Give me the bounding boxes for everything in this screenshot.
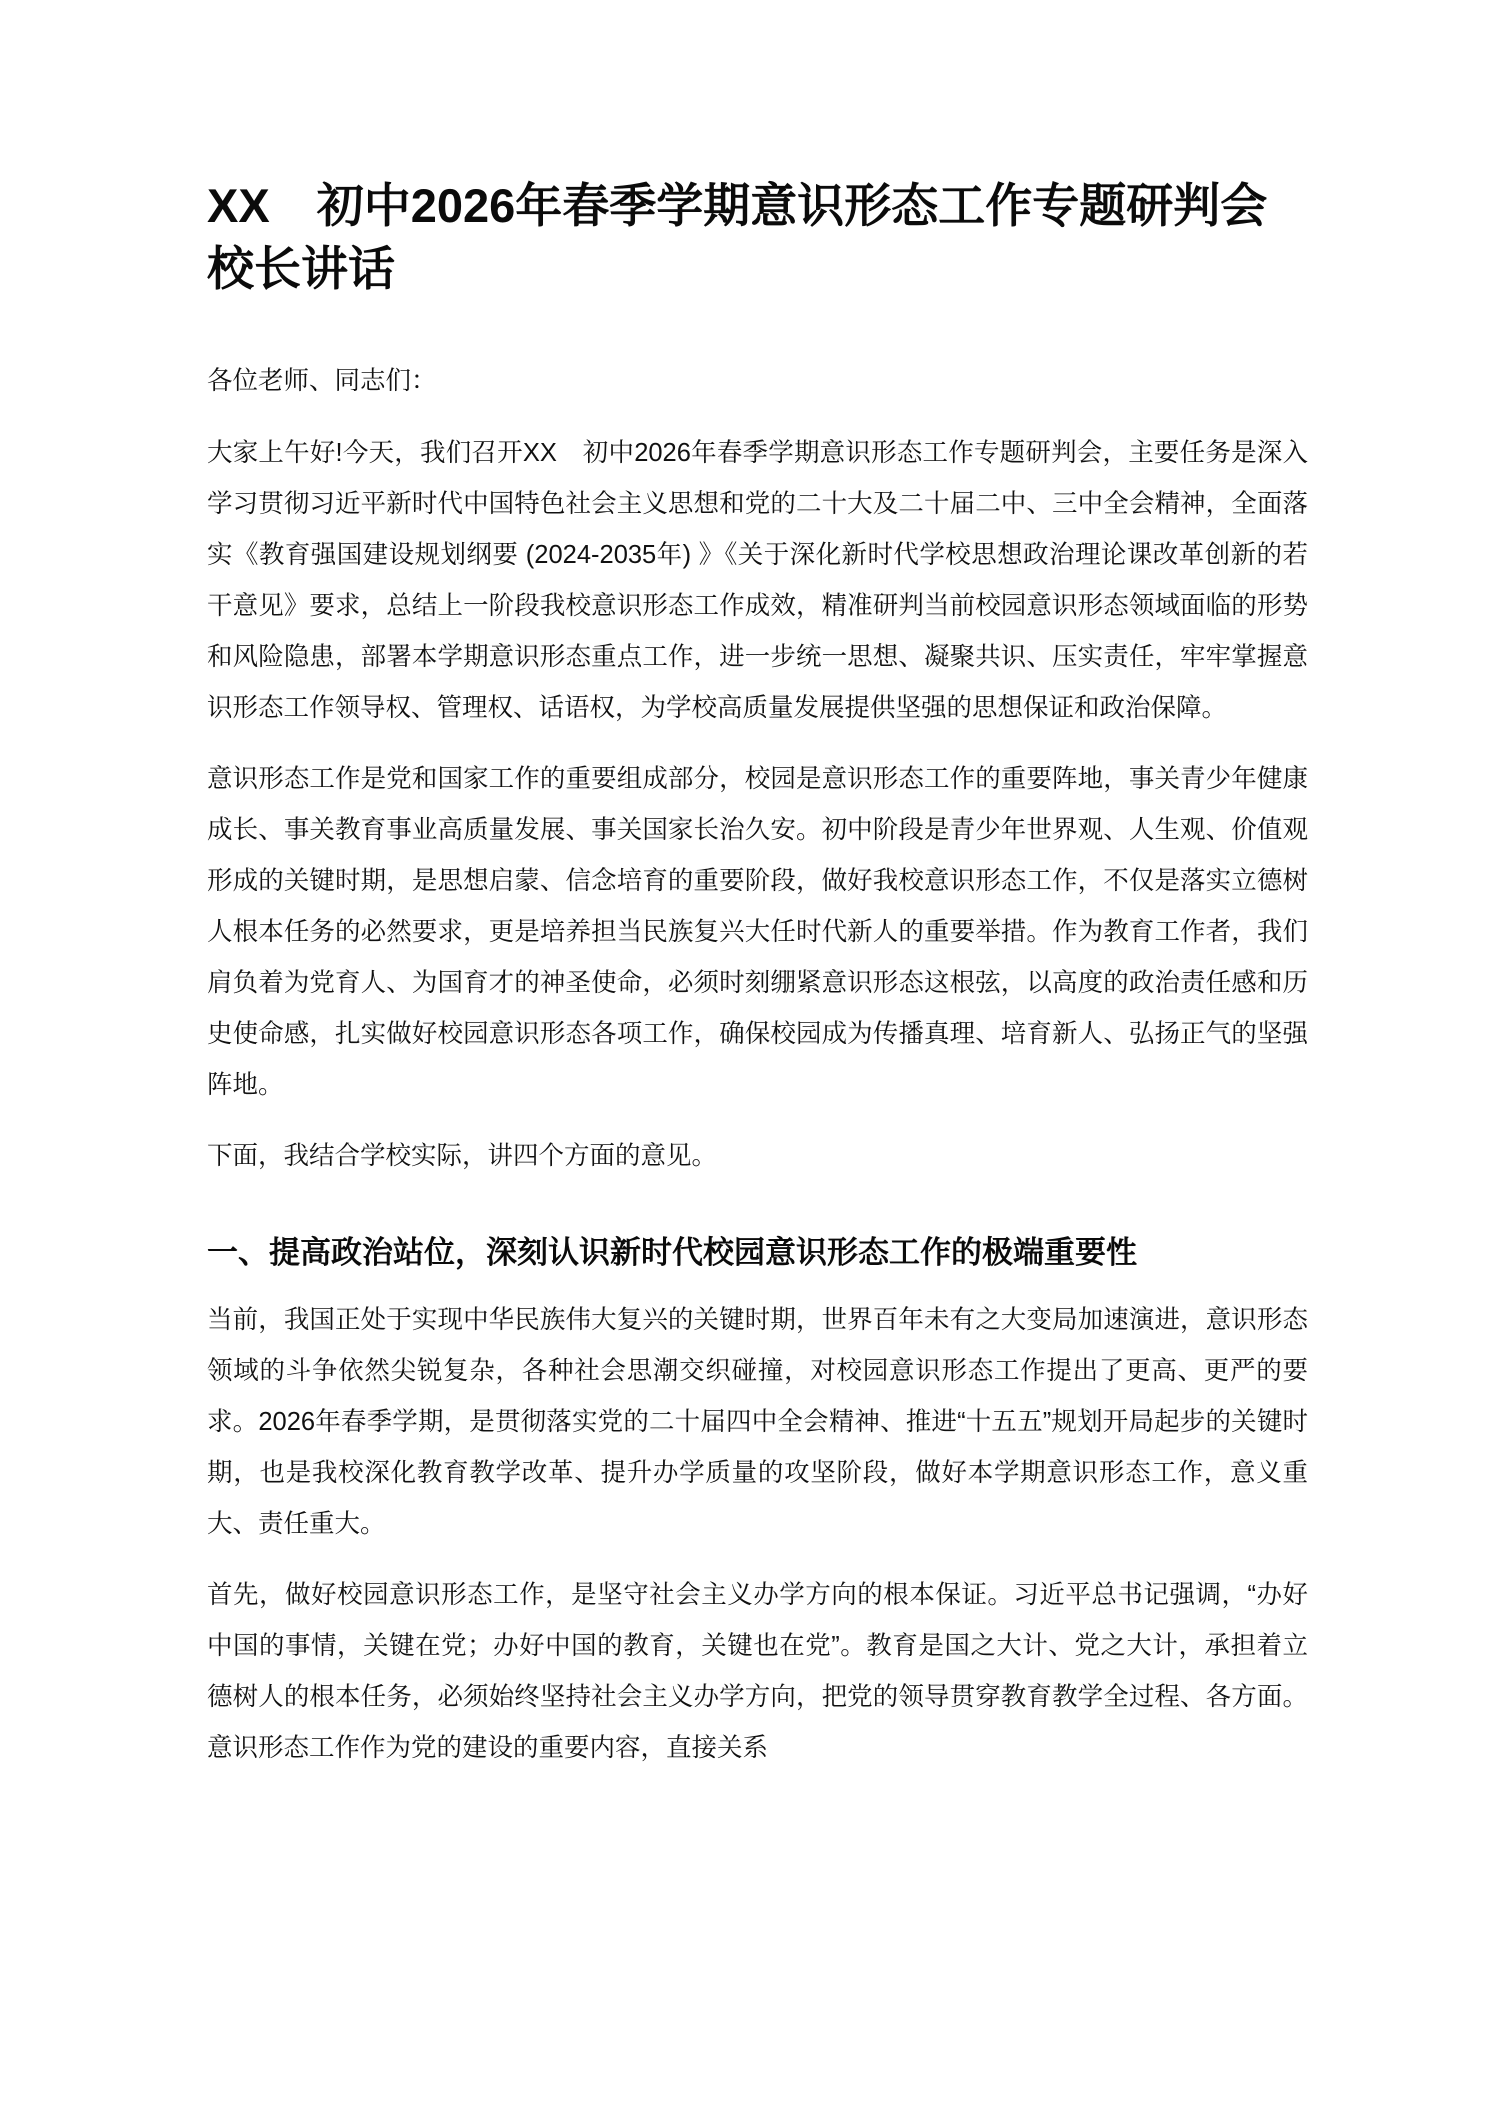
intro-paragraph-2: 意识形态工作是党和国家工作的重要组成部分，校园是意识形态工作的重要阵地，事关青少年健康成长、事关教育事业高质量发展、事关国家长治久安。初中阶段是青少年世界观、人生观、价值观形成的关键时期，是思想启蒙、信念培育的重要阶段，做好我校意识形态工作，不仅是落实立德树人根本任务的必然要求，更是培养担当民族复兴大任时代新人的重要举措。作为教育工作者，我们肩负着为党育人、为国育才的神圣使命，必须时刻绷紧意识形态这根弦，以高度的政治责任感和历史使命感，扎实做好校园意识形态各项工作，确保校园成为传播真理、培育新人、弘扬正气的坚强阵地。 xyxy=(207,764,1308,1099)
intro-paragraph-1: 大家上午好!今天，我们召开XX 初中2026年春季学期意识形态工作专题研判会，主要任务是深入学习贯彻习近平新时代中国特色社会主义思想和党的二十大及二十届二中、三中全会精神，全面落实《教育强国建设规划纲要 (2024-2035年) 》《关于深化新时代学校思想政治理论课改革创新的若干意见》要求，总结上一阶段我校意识形态工作成效，精准研判当前校园意识形态领域面临的形势和风险隐患，部署本学期意识形态重点工作，进一步统一思想、凝聚共识、压实责任，牢牢掌握意识形态工作领导权、管理权、话语权，为学校高质量发展提供坚强的思想保证和政治保障。 xyxy=(207,438,1308,722)
intro-paragraph-3: 下面，我结合学校实际，讲四个方面的意见。 xyxy=(207,1141,718,1170)
page-title: XX 初中2026年春季学期意识形态工作专题研判会校长讲话 xyxy=(207,179,1268,295)
section-heading-one: 一、提高政治站位，深刻认识新时代校园意识形态工作的极端重要性 xyxy=(207,1234,1137,1270)
section-one-paragraph-2: 首先，做好校园意识形态工作，是坚守社会主义办学方向的根本保证。习近平总书记强调，“办好中国的事情，关键在党；办好中国的教育，关键也在党”。教育是国之大计、党之大计，承担着立德树人的根本任务，必须始终坚持社会主义办学方向，把党的领导贯穿教育教学全过程、各方面。意识形态工作作为党的建设的重要内容，直接关系 xyxy=(207,1580,1308,1762)
section-one-paragraph-1: 当前，我国正处于实现中华民族伟大复兴的关键时期，世界百年未有之大变局加速演进，意识形态领域的斗争依然尖锐复杂，各种社会思潮交织碰撞，对校园意识形态工作提出了更高、更严的要求。2026年春季学期，是贯彻落实党的二十届四中全会精神、推进“十五五”规划开局起步的关键时期，也是我校深化教育教学改革、提升办学质量的攻坚阶段，做好本学期意识形态工作，意义重大、责任重大。 xyxy=(207,1305,1308,1538)
salutation: 各位老师、同志们： xyxy=(207,367,437,395)
